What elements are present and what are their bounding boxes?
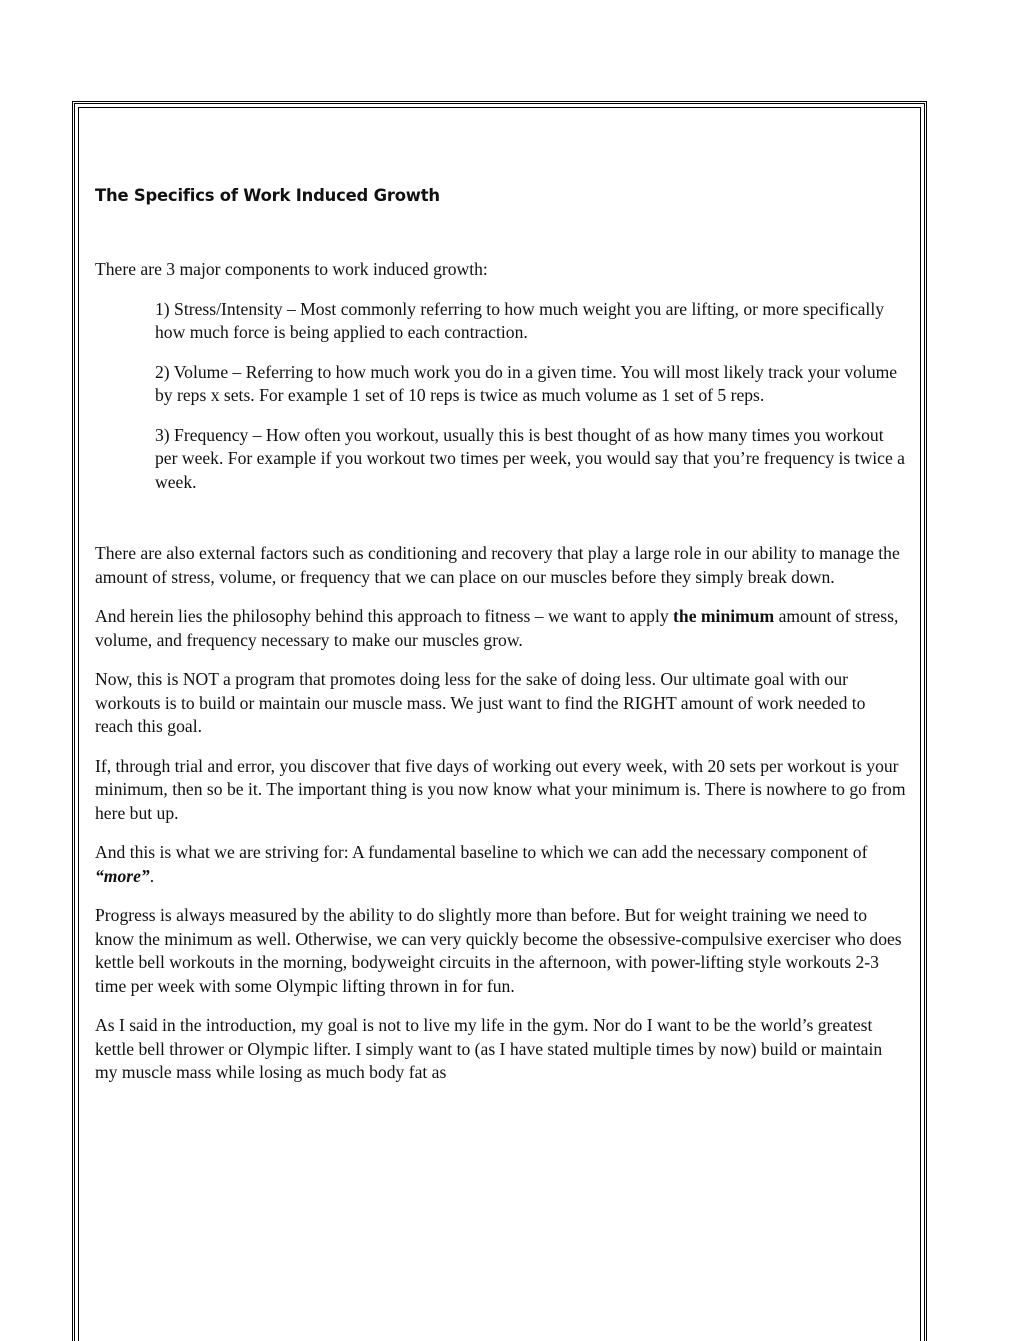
component-item-volume: 2) Volume – Referring to how much work you do in a given time. You will most likely track your volume by reps x sets. For example 1 set of 10 reps is twice as much volume as 1 set of 5 reps. bbox=[155, 361, 898, 405]
baseline-text-before: And this is what we are striving for: A fundamental baseline to which we can add the necessary component of bbox=[95, 842, 868, 862]
philosophy-text-after: amount of stress, volume, and frequency necessary to make our muscles grow. bbox=[95, 606, 899, 650]
component-item-frequency: 3) Frequency – How often you workout, usually this is best thought of as how many times you workout per week. For example if you workout two times per week, you would say that you’re frequency is twice a week. bbox=[155, 424, 905, 492]
document-body bbox=[95, 183, 907, 1101]
document-title: The Specifics of Work Induced Growth bbox=[95, 186, 440, 205]
baseline-paragraph bbox=[95, 841, 907, 888]
components-list bbox=[95, 298, 907, 495]
external-factors-paragraph: There are also external factors such as conditioning and recovery that play a large role in our ability to manage the amount of stress, volume, or frequency that we can place on our muscles before they simply break down. bbox=[95, 543, 900, 587]
philosophy-bold-minimum: the minimum bbox=[673, 606, 775, 626]
not-program-paragraph: Now, this is NOT a program that promotes doing less for the sake of doing less. Our ultimate goal with our workouts is to build or maintain our muscle mass. We just want to find the RIGHT amount of work needed to reach this goal. bbox=[95, 669, 866, 736]
philosophy-text-before: And herein lies the philosophy behind this approach to fitness – we want to apply bbox=[95, 606, 674, 626]
baseline-text-after: . bbox=[149, 865, 155, 886]
component-item-stress: 1) Stress/Intensity – Most commonly referring to how much weight you are lifting, or more specifically how much force is being applied to each contraction. bbox=[155, 298, 885, 342]
intro-paragraph: There are 3 major components to work induced growth: bbox=[95, 259, 488, 279]
progress-paragraph: Progress is always measured by the ability to do slightly more than before. But for weight training we need to know the minimum as well. Otherwise, we can very quickly become the obsessive-compulsive exerciser who does kettle bell workouts in the morning, bodyweight circuits in the afternoon, with power-lifting style workouts 2-3 time per week with some Olympic lifting thrown in for fun. bbox=[95, 905, 902, 996]
introduction-goal-paragraph: As I said in the introduction, my goal is not to live my life in the gym. Nor do I want to be the world’s greatest kettle bell thrower or Olympic lifter. I simply want to (as I have stated multiple times by now) build or maintain my muscle mass while losing as much body fat as bbox=[95, 1015, 883, 1082]
trial-error-paragraph: If, through trial and error, you discover that five days of working out every week, with 20 sets per workout is your minimum, then so be it. The important thing is you now know what your minimum is. There is nowhere to go from here but up. bbox=[95, 755, 906, 823]
philosophy-paragraph bbox=[95, 605, 907, 652]
baseline-emphasis-more: “more” bbox=[95, 865, 150, 886]
